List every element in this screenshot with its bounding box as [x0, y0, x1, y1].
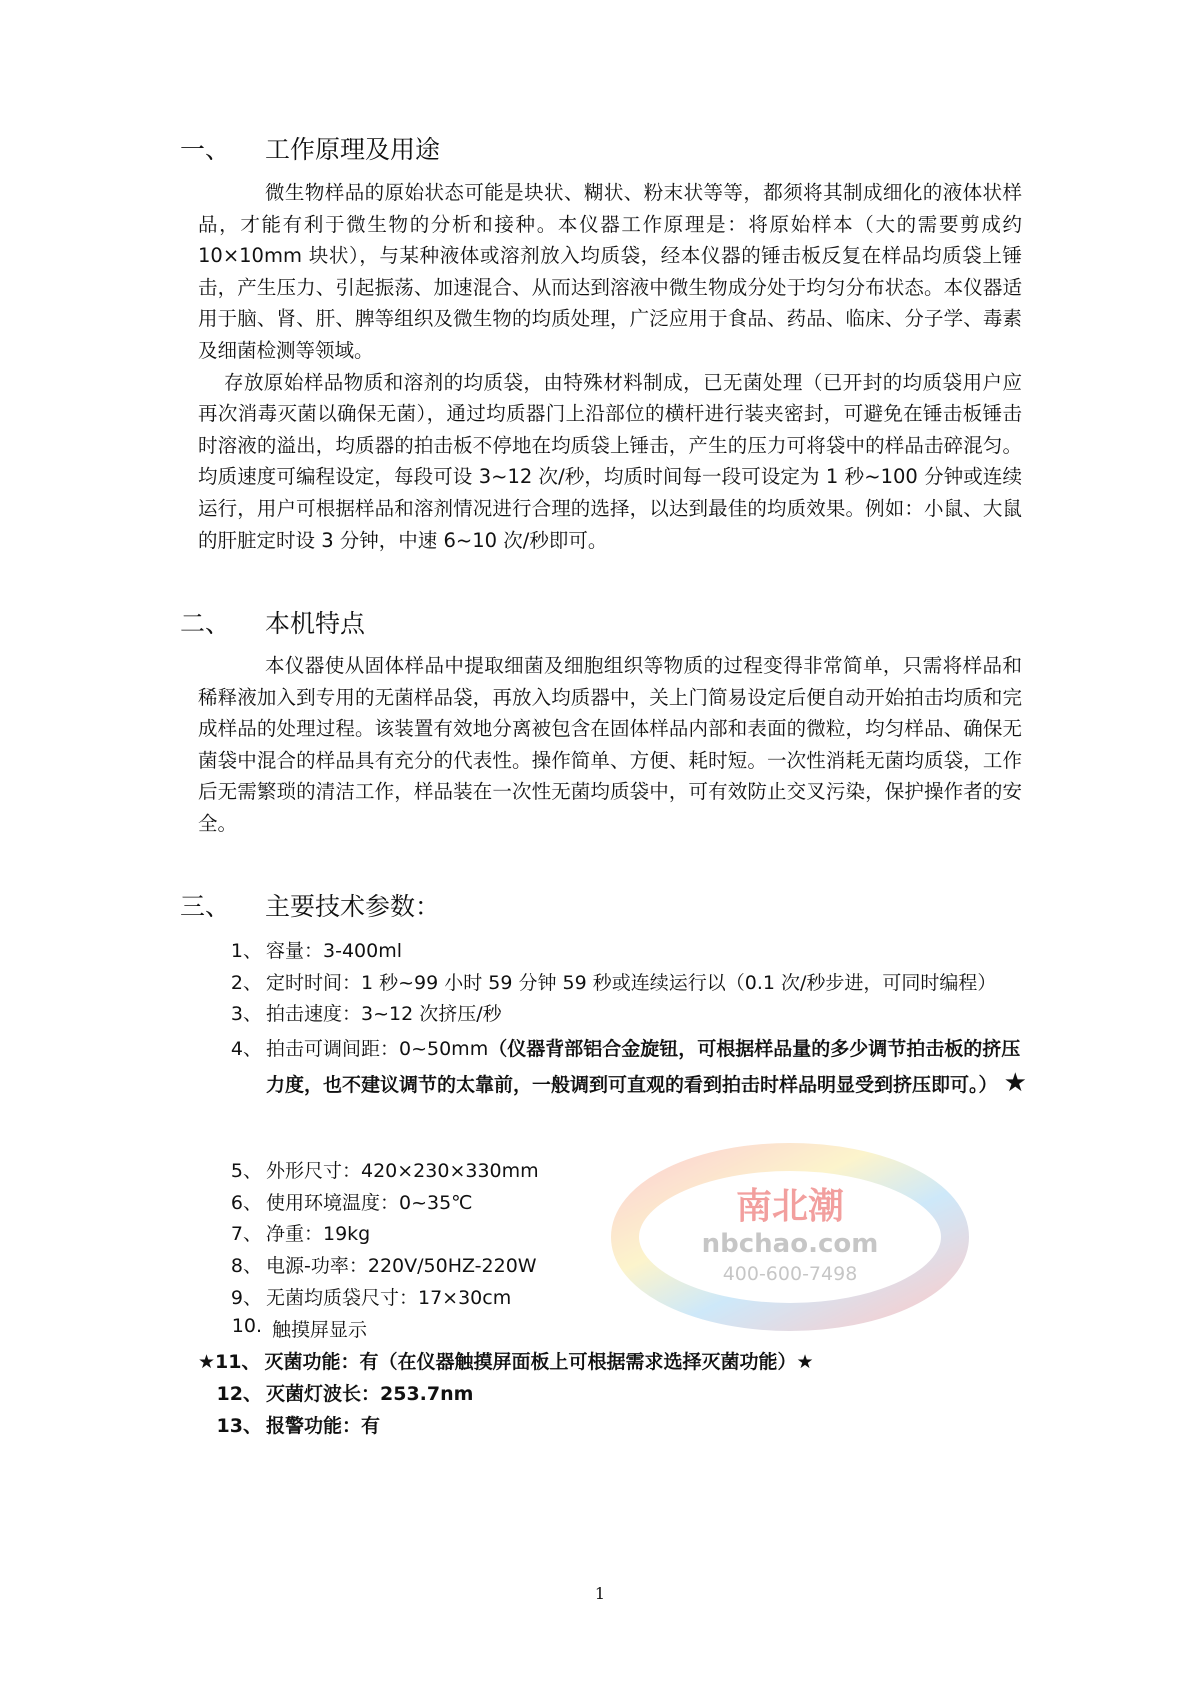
spec-text: 灭菌功能：有（在仪器触摸屏面板上可根据需求选择灭菌功能）★ [264, 1351, 814, 1373]
section-1-body [198, 177, 1022, 556]
star-icon: ★ [1003, 1068, 1027, 1098]
spec-text: 触摸屏显示 [272, 1319, 368, 1341]
spec-item [203, 1379, 473, 1406]
spec-text: 使用环境温度：0~35℃ [266, 1192, 473, 1214]
spec-number: 1、 [230, 940, 262, 962]
section-number: 二、 [180, 609, 231, 638]
spec-text: 电源-功率：220V/50HZ-220W [266, 1255, 537, 1277]
spec-number: 9、 [230, 1287, 262, 1309]
section-number: 三、 [180, 892, 231, 921]
spec-item [203, 936, 402, 963]
spec-number: ★11、 [198, 1351, 261, 1373]
spec-item [203, 968, 996, 995]
spec-item [203, 1188, 473, 1215]
section-heading-2 [180, 604, 365, 640]
spec-item [198, 1347, 814, 1374]
spec-text: 无菌均质袋尺寸：17×30cm [266, 1287, 512, 1309]
spec-text-main: 拍击可调间距：0~50mm [266, 1038, 489, 1060]
spec-text: 定时时间：1 秒~99 小时 59 分钟 59 秒或连续运行以（0.1 次/秒步进，可同时编程） [266, 972, 997, 994]
section-2-body [198, 650, 1022, 840]
spec-note: （仪器背部铝合金旋钮，可根据样品量的多少调节拍击板的挤压力度，也不建议调节的太靠前，一般调到可直观的看到拍击时样品明显受到挤压即可。） [266, 1038, 1021, 1096]
spec-number: 2、 [230, 972, 262, 994]
watermark-phone: 400-600-7498 [722, 1263, 858, 1285]
page-number: 1 [594, 1584, 606, 1603]
spec-number: 6、 [230, 1192, 262, 1214]
spec-item [203, 1411, 380, 1438]
section-heading-3 [180, 887, 440, 923]
spec-item [203, 1032, 1028, 1102]
spec-number: 4、 [230, 1038, 262, 1060]
spec-text: 报警功能：有 [266, 1415, 381, 1437]
paragraph: 微生物样品的原始状态可能是块状、糊状、粉末状等等，都须将其制成细化的液体状样品，才能有利于微生物的分析和接种。本仪器工作原理是：将原始样本（大的需要剪成约 10×10mm 块状），与某种液体或溶剂放入均质袋，经本仪器的锤击板反复在样品均质袋上锤击，产生压力、引起振荡、加速混合、从而达到溶液中微生物成分处于均匀分布状态。本仪器适用于脑、肾、肝、脾等组织及微生物的均质处理，广泛应用于食品、药品、临床、分子学、毒素及细菌检测等领域。 [198, 181, 1022, 362]
spec-text: 拍击速度：3~12 次挤压/秒 [266, 1003, 502, 1025]
spec-number: 13、 [216, 1415, 262, 1437]
spec-item [203, 1315, 367, 1342]
paragraph: 本仪器使从固体样品中提取细菌及细胞组织等物质的过程变得非常简单，只需将样品和稀释液加入到专用的无菌样品袋，再放入均质器中，关上门简易设定后便自动开始拍击均质和完成样品的处理过程。该装置有效地分离被包含在固体样品内部和表面的微粒，均匀样品、确保无菌袋中混合的样品具有充分的代表性。操作简单、方便、耗时短。一次性消耗无菌均质袋，工作后无需繁琐的清洁工作，样品装在一次性无菌均质袋中，可有效防止交叉污染，保护操作者的安全。 [198, 654, 1022, 835]
spec-number: 8、 [230, 1255, 262, 1277]
spec-number: 10. [231, 1315, 262, 1337]
spec-number: 7、 [230, 1223, 262, 1245]
spec-text: 外形尺寸：420×230×330mm [266, 1160, 539, 1182]
spec-text: 灭菌灯波长：253.7nm [266, 1383, 474, 1405]
section-title: 主要技术参数： [265, 892, 441, 921]
watermark-site: nbchao.com [701, 1229, 879, 1259]
spec-number: 12、 [216, 1383, 262, 1405]
section-heading-1 [180, 130, 440, 166]
spec-text [262, 1032, 1028, 1102]
spec-number: 3、 [230, 1003, 262, 1025]
spec-item [203, 999, 502, 1026]
watermark-logo [600, 1140, 980, 1335]
spec-item [203, 1283, 511, 1310]
spec-number: 5、 [230, 1160, 262, 1182]
watermark-brand: 南北潮 [735, 1186, 845, 1227]
section-title: 工作原理及用途 [265, 135, 441, 164]
spec-item [203, 1156, 539, 1183]
spec-item [203, 1251, 537, 1278]
spec-item [203, 1219, 370, 1246]
spec-text: 净重：19kg [266, 1223, 371, 1245]
section-title: 本机特点 [265, 609, 366, 638]
section-number: 一、 [180, 135, 231, 164]
spec-text: 容量：3-400ml [266, 940, 402, 962]
paragraph: 存放原始样品物质和溶剂的均质袋，由特殊材料制成，已无菌处理（已开封的均质袋用户应再次消毒灭菌以确保无菌），通过均质器门上沿部位的横杆进行装夹密封，可避免在锤击板锤击时溶液的溢出，均质器的拍击板不停地在均质袋上锤击，产生的压力可将袋中的样品击碎混匀。均质速度可编程设定，每段可设 3~12 次/秒，均质时间每一段可设定为 1 秒~100 分钟或连续运行，用户可根据样品和溶剂情况进行合理的选择，以达到最佳的均质效果。例如：小鼠、大鼠的肝脏定时设 3 分钟，中速 6~10 次/秒即可。 [198, 370, 1022, 552]
